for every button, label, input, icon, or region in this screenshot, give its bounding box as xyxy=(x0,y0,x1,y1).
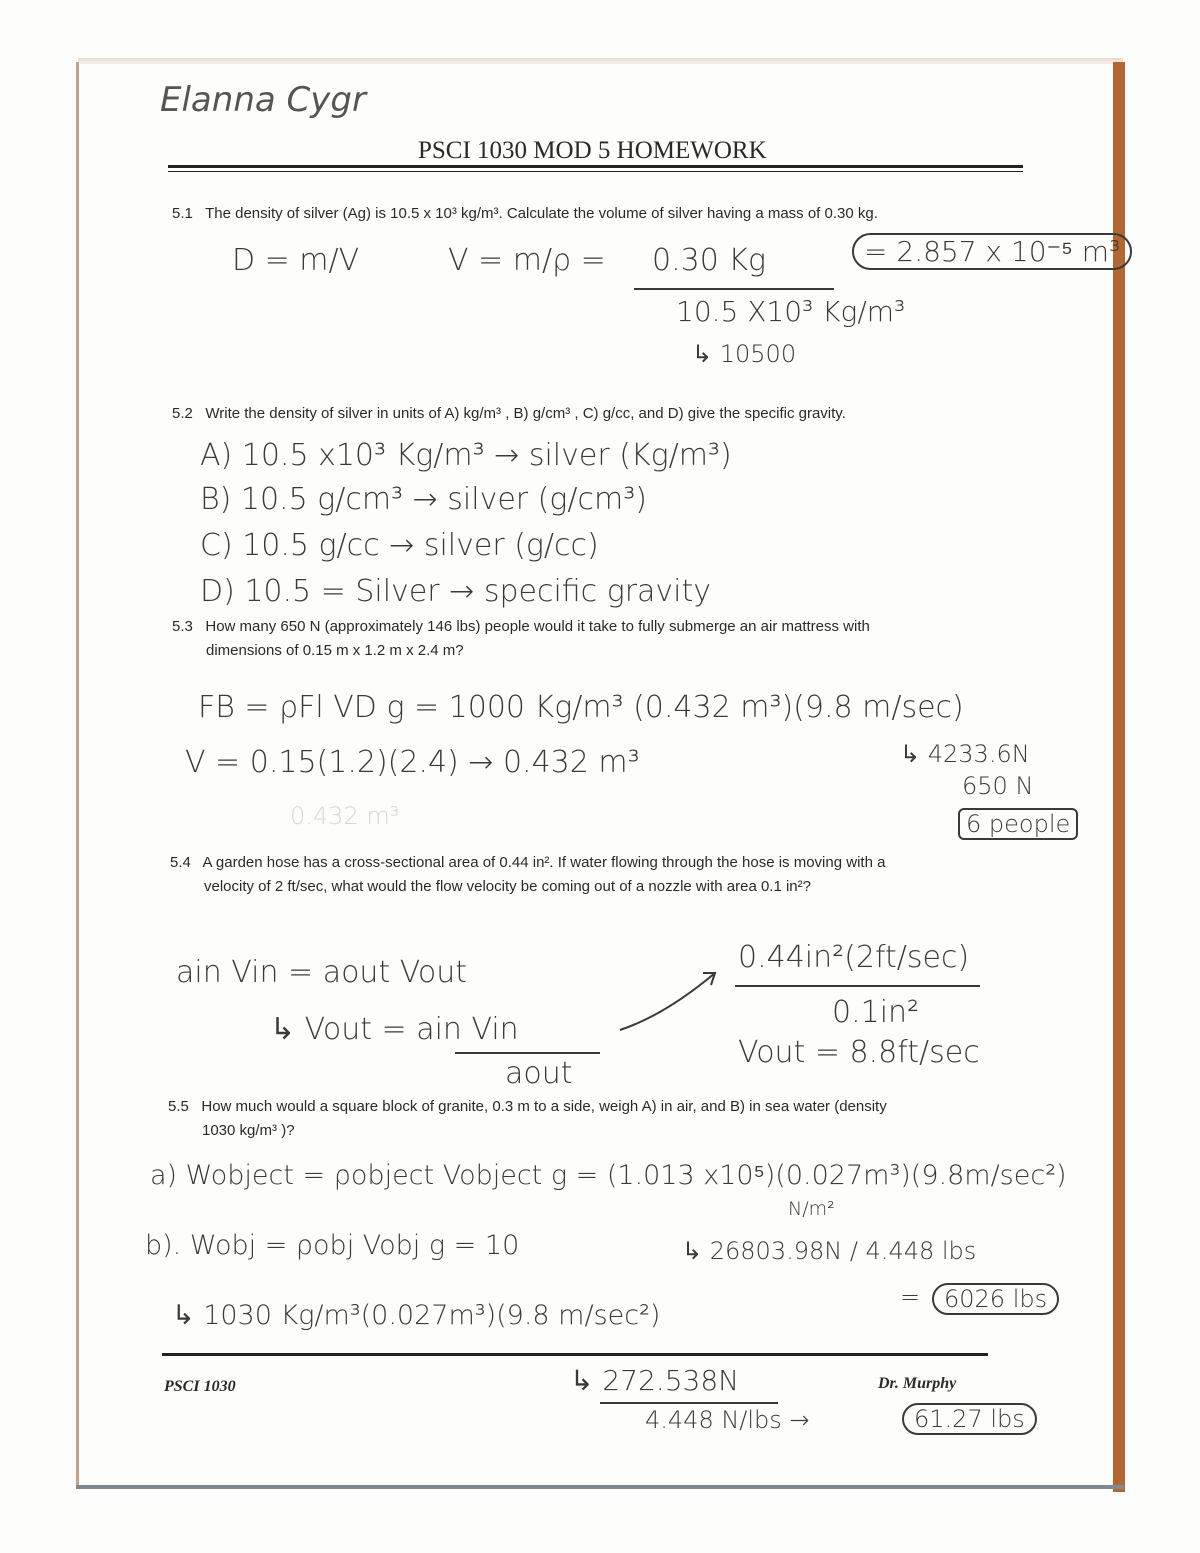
answer-5-4-line1: ain Vin = aout Vout xyxy=(176,955,468,990)
answer-5-3-line2: V = 0.15(1.2)(2.4) → 0.432 m³ xyxy=(185,745,640,780)
question-5-4-line2: velocity of 2 ft/sec, what would the flow velocity be coming out of a nozzle with area 0.1 in²? xyxy=(204,878,811,895)
answer-5-5-b-line2: ↳ 1030 Kg/m³(0.027m³)(9.8 m/sec²) xyxy=(172,1300,661,1331)
answer-5-3-result: 6 people xyxy=(958,808,1078,840)
answer-5-1-numerator: 0.30 Kg xyxy=(652,243,767,278)
answer-5-2-d: D) 10.5 = Silver → specific gravity xyxy=(200,574,712,609)
paper-top-edge xyxy=(78,58,1123,64)
answer-5-5-b-circled: 61.27 lbs xyxy=(902,1403,1037,1435)
answer-5-5-a-result: ↳ 26803.98N / 4.448 lbs xyxy=(682,1237,977,1265)
paper-right-edge xyxy=(1113,62,1125,1492)
question-5-2 xyxy=(172,403,846,425)
answer-5-4-result: Vout = 8.8ft/sec xyxy=(738,1035,980,1070)
answer-5-1-denominator: 10.5 X10³ Kg/m³ xyxy=(676,295,906,328)
fraction-bar xyxy=(735,985,980,987)
answer-5-5-units: N/m² xyxy=(788,1198,835,1220)
title-rule xyxy=(168,165,1023,168)
answer-5-5-equals: = xyxy=(900,1283,921,1311)
answer-5-4-denominator: 0.1in² xyxy=(832,995,920,1030)
answer-5-3-line1: FB = ρFl VD g = 1000 Kg/m³ (0.432 m³)(9.8 m/sec) xyxy=(198,690,964,725)
answer-5-5-b-numerator: ↳ 272.538N xyxy=(570,1364,740,1397)
arrow-icon xyxy=(615,965,725,1035)
fraction-bar xyxy=(455,1052,600,1054)
answer-5-4-numerator: 0.44in²(2ft/sec) xyxy=(738,940,970,975)
answer-5-5-b-denominator: 4.448 N/lbs → xyxy=(645,1406,810,1434)
question-text: The density of silver (Ag) is 10.5 x 10³ kg/m³. Calculate the volume of silver having a mass of 0.30 kg. xyxy=(205,205,878,222)
question-number: 5.3 xyxy=(172,618,193,635)
answer-5-1-result: = 2.857 x 10⁻⁵ m³ xyxy=(852,233,1132,270)
footer-rule xyxy=(162,1353,988,1356)
answer-5-2-c: C) 10.5 g/cc → silver (g/cc) xyxy=(200,528,599,563)
student-name: Elanna Cygr xyxy=(160,80,366,120)
footer-course: PSCI 1030 xyxy=(164,1378,236,1395)
answer-5-1-formula2: V = m/ρ = xyxy=(448,243,606,278)
fraction-bar xyxy=(600,1402,778,1404)
answer-5-5-b: b). Wobj = ρobj Vobj g = 10 xyxy=(145,1230,520,1261)
question-5-5-line2: 1030 kg/m³ )? xyxy=(202,1122,295,1139)
answer-5-2-b: B) 10.5 g/cm³ → silver (g/cm³) xyxy=(200,482,647,517)
title-rule-thin xyxy=(168,171,1023,172)
question-text-line1: A garden hose has a cross-sectional area of 0.44 in². If water flowing through the hose is moving with a xyxy=(202,854,886,871)
answer-5-5-a-circled: 6026 lbs xyxy=(932,1283,1059,1315)
question-number: 5.1 xyxy=(172,205,193,222)
fraction-bar xyxy=(634,288,834,290)
answer-5-3-note2: 650 N xyxy=(962,772,1034,800)
answer-5-4-line2: ↳ Vout = ain Vin xyxy=(270,1012,519,1047)
question-5-4 xyxy=(170,852,885,874)
page-title: PSCI 1030 MOD 5 HOMEWORK xyxy=(418,137,767,164)
question-number: 5.4 xyxy=(170,854,191,871)
footer-instructor: Dr. Murphy xyxy=(878,1375,957,1392)
question-text: Write the density of silver in units of A) kg/m³ , B) g/cm³ , C) g/cc, and D) give the specific gravity. xyxy=(205,405,846,422)
answer-5-1-formula1: D = m/V xyxy=(232,243,360,278)
paper-bottom-edge xyxy=(76,1485,1124,1489)
answer-5-5-a: a) Wobject = ρobject Vobject g = (1.013 x10⁵)(0.027m³)(9.8m/sec²) xyxy=(150,1160,1067,1191)
answer-5-2-a: A) 10.5 x10³ Kg/m³ → silver (Kg/m³) xyxy=(200,438,732,473)
paper-left-edge xyxy=(76,62,79,1487)
answer-5-1-note: ↳ 10500 xyxy=(692,340,797,368)
question-number: 5.5 xyxy=(168,1098,189,1115)
question-5-5 xyxy=(168,1096,887,1118)
question-5-1 xyxy=(172,203,878,225)
question-5-3-line2: dimensions of 0.15 m x 1.2 m x 2.4 m? xyxy=(206,642,464,659)
question-number: 5.2 xyxy=(172,405,193,422)
answer-5-3-faint: 0.432 m³ xyxy=(290,802,400,830)
answer-5-4-line2-denominator: aout xyxy=(505,1056,573,1091)
question-text-line1: How many 650 N (approximately 146 lbs) people would it take to fully submerge an air mattress with xyxy=(205,618,870,635)
question-text-line1: How much would a square block of granite, 0.3 m to a side, weigh A) in air, and B) in sea water (density xyxy=(201,1098,887,1115)
answer-5-3-note1: ↳ 4233.6N xyxy=(900,740,1030,768)
question-5-3 xyxy=(172,616,870,638)
